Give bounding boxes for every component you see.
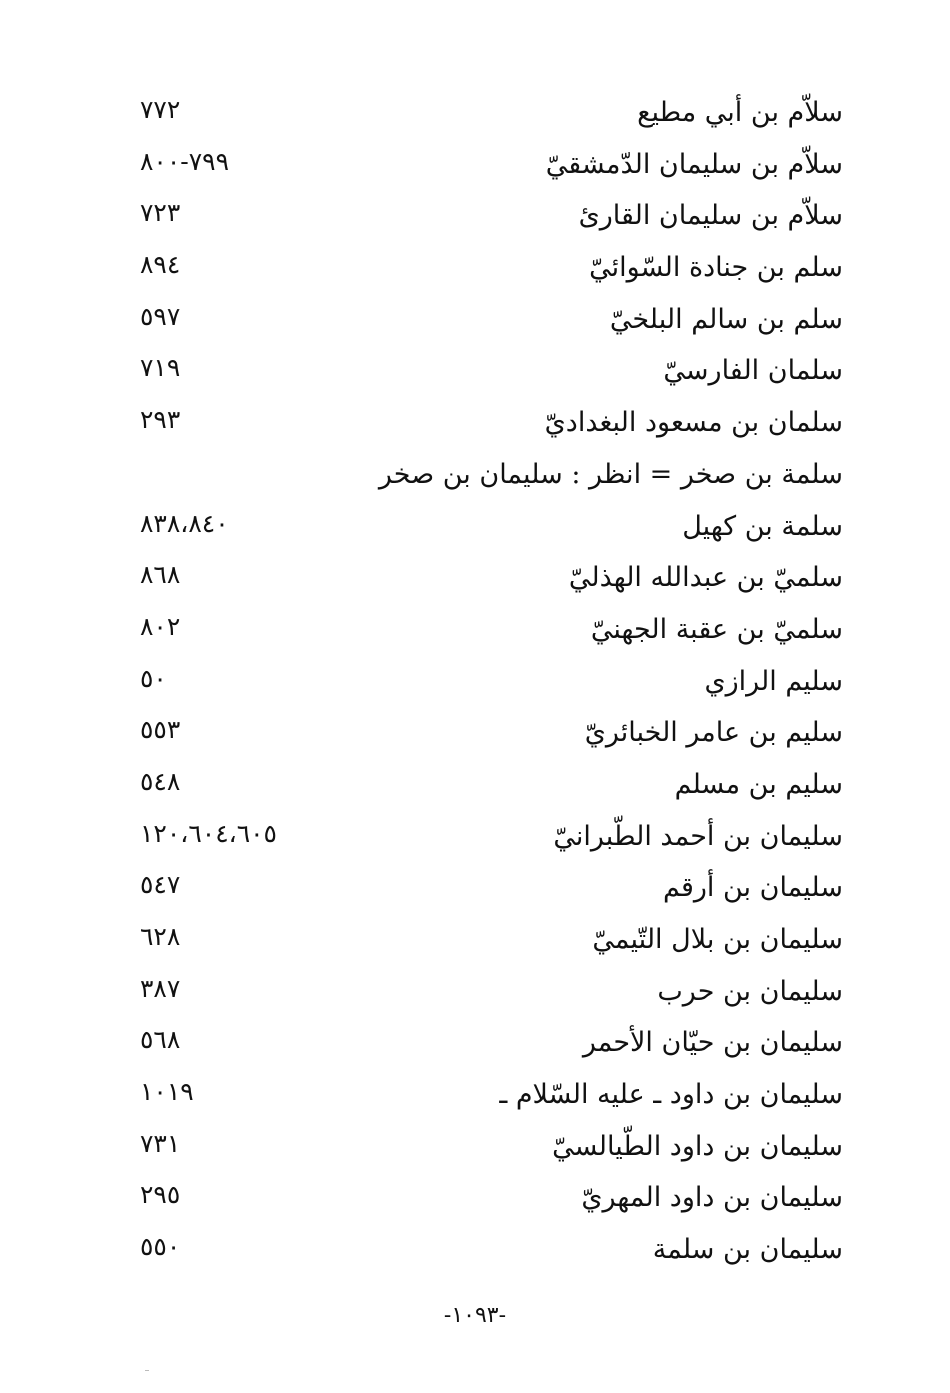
entry-pages: ٧٢٣ [140,198,181,228]
index-entry [0,610,950,662]
entry-pages: ٧٧٢ [140,95,181,124]
index-entry [0,196,950,248]
entry-name: سليم بن عامر الخبائريّ [584,717,843,749]
index-entry [0,455,950,507]
index-entry [0,507,950,559]
entry-name: سليمان بن سلمة [652,1234,843,1266]
entry-name: سليم الرازي [704,665,843,697]
entry-name: سليمان بن حرب [657,975,843,1007]
index-entry [0,817,950,869]
entry-pages: ١٠١٩ [140,1077,194,1107]
index-entry [0,1023,950,1075]
entry-pages: ٣٨٧ [140,973,181,1003]
entry-name: سلمة بن صخر = انظر : سليمان بن صخر [378,458,843,490]
entry-name: سلمان بن مسعود البغداديّ [544,407,843,439]
entry-pages: ٧١٩ [140,353,181,383]
entry-name: سلمة بن كهيل [682,510,843,542]
entry-pages: ٨٠٢ [140,611,181,641]
entry-name: سلم بن سالم البلخيّ [609,303,843,335]
index-entry [0,351,950,403]
entry-name: سلم بن جنادة السّوائيّ [589,252,843,284]
index-entry [0,145,950,197]
index-entries [0,93,950,1282]
entry-name: سليمان بن حيّان الأحمر [582,1027,843,1059]
entry-name: سلميّ بن عقبة الجهنيّ [590,613,843,645]
entry-pages: ٧٩٩-٨٠٠ [140,146,230,176]
entry-pages: ٢٩٥ [140,1180,181,1210]
entry-pages: ٥٤٧ [140,870,181,900]
entry-name: سليمان بن بلال التّيميّ [592,924,843,955]
index-entry [0,403,950,455]
entry-pages: ٦٢٨ [140,922,181,951]
index-entry [0,713,950,765]
entry-pages: ٢٩٣ [140,405,181,435]
entry-name: سلاّم بن سليمان القارئ [578,200,843,232]
index-entry [0,93,950,145]
entry-pages: ٥٥٠ [140,1232,181,1262]
entry-pages: ٥٥٣ [140,715,181,745]
entry-name: سليمان بن داود ـ عليه السّلام ـ [499,1079,843,1111]
entry-pages: ٨٩٤ [140,250,181,280]
entry-pages: ٥٩٧ [140,301,181,331]
index-entry [0,765,950,817]
page-number: -١٠٩٣- [443,1303,507,1328]
entry-name: سليمان بن أرقم [662,872,843,904]
entry-name: سلاّم بن سليمان الدّمشقيّ [545,148,843,180]
index-entry [0,868,950,920]
index-entry [0,1075,950,1127]
entry-name: سليمان بن داود المهريّ [581,1182,843,1214]
entry-name: سلمان الفارسيّ [663,355,843,387]
index-entry [0,300,950,352]
entry-name: سليم بن مسلم [674,768,843,800]
entry-pages: ٨٦٨ [140,560,181,590]
entry-pages: ٧٣١ [140,1128,181,1158]
index-entry [0,972,950,1024]
entry-name: سليمان بن داود الطّيالسيّ [552,1130,843,1162]
entry-name: سليمان بن أحمد الطّبرانيّ [553,820,843,852]
entry-pages: ٥٠ [140,663,167,693]
index-entry [0,1230,950,1282]
index-entry [0,1127,950,1179]
entry-pages: ٥٦٨ [140,1025,181,1055]
index-entry [0,1178,950,1230]
index-entry [0,558,950,610]
index-entry [0,662,950,714]
entry-pages: ١٢٠،٦٠٤،٦٠٥ [140,818,277,848]
scan-speck [145,1370,149,1371]
entry-name: سلاّم بن أبي مطيع [637,97,843,128]
index-entry [0,248,950,300]
entry-pages: ٨٣٨،٨٤٠ [140,508,229,538]
index-entry [0,920,950,972]
entry-pages: ٥٤٨ [140,766,181,796]
entry-name: سلميّ بن عبدالله الهذليّ [568,562,843,594]
